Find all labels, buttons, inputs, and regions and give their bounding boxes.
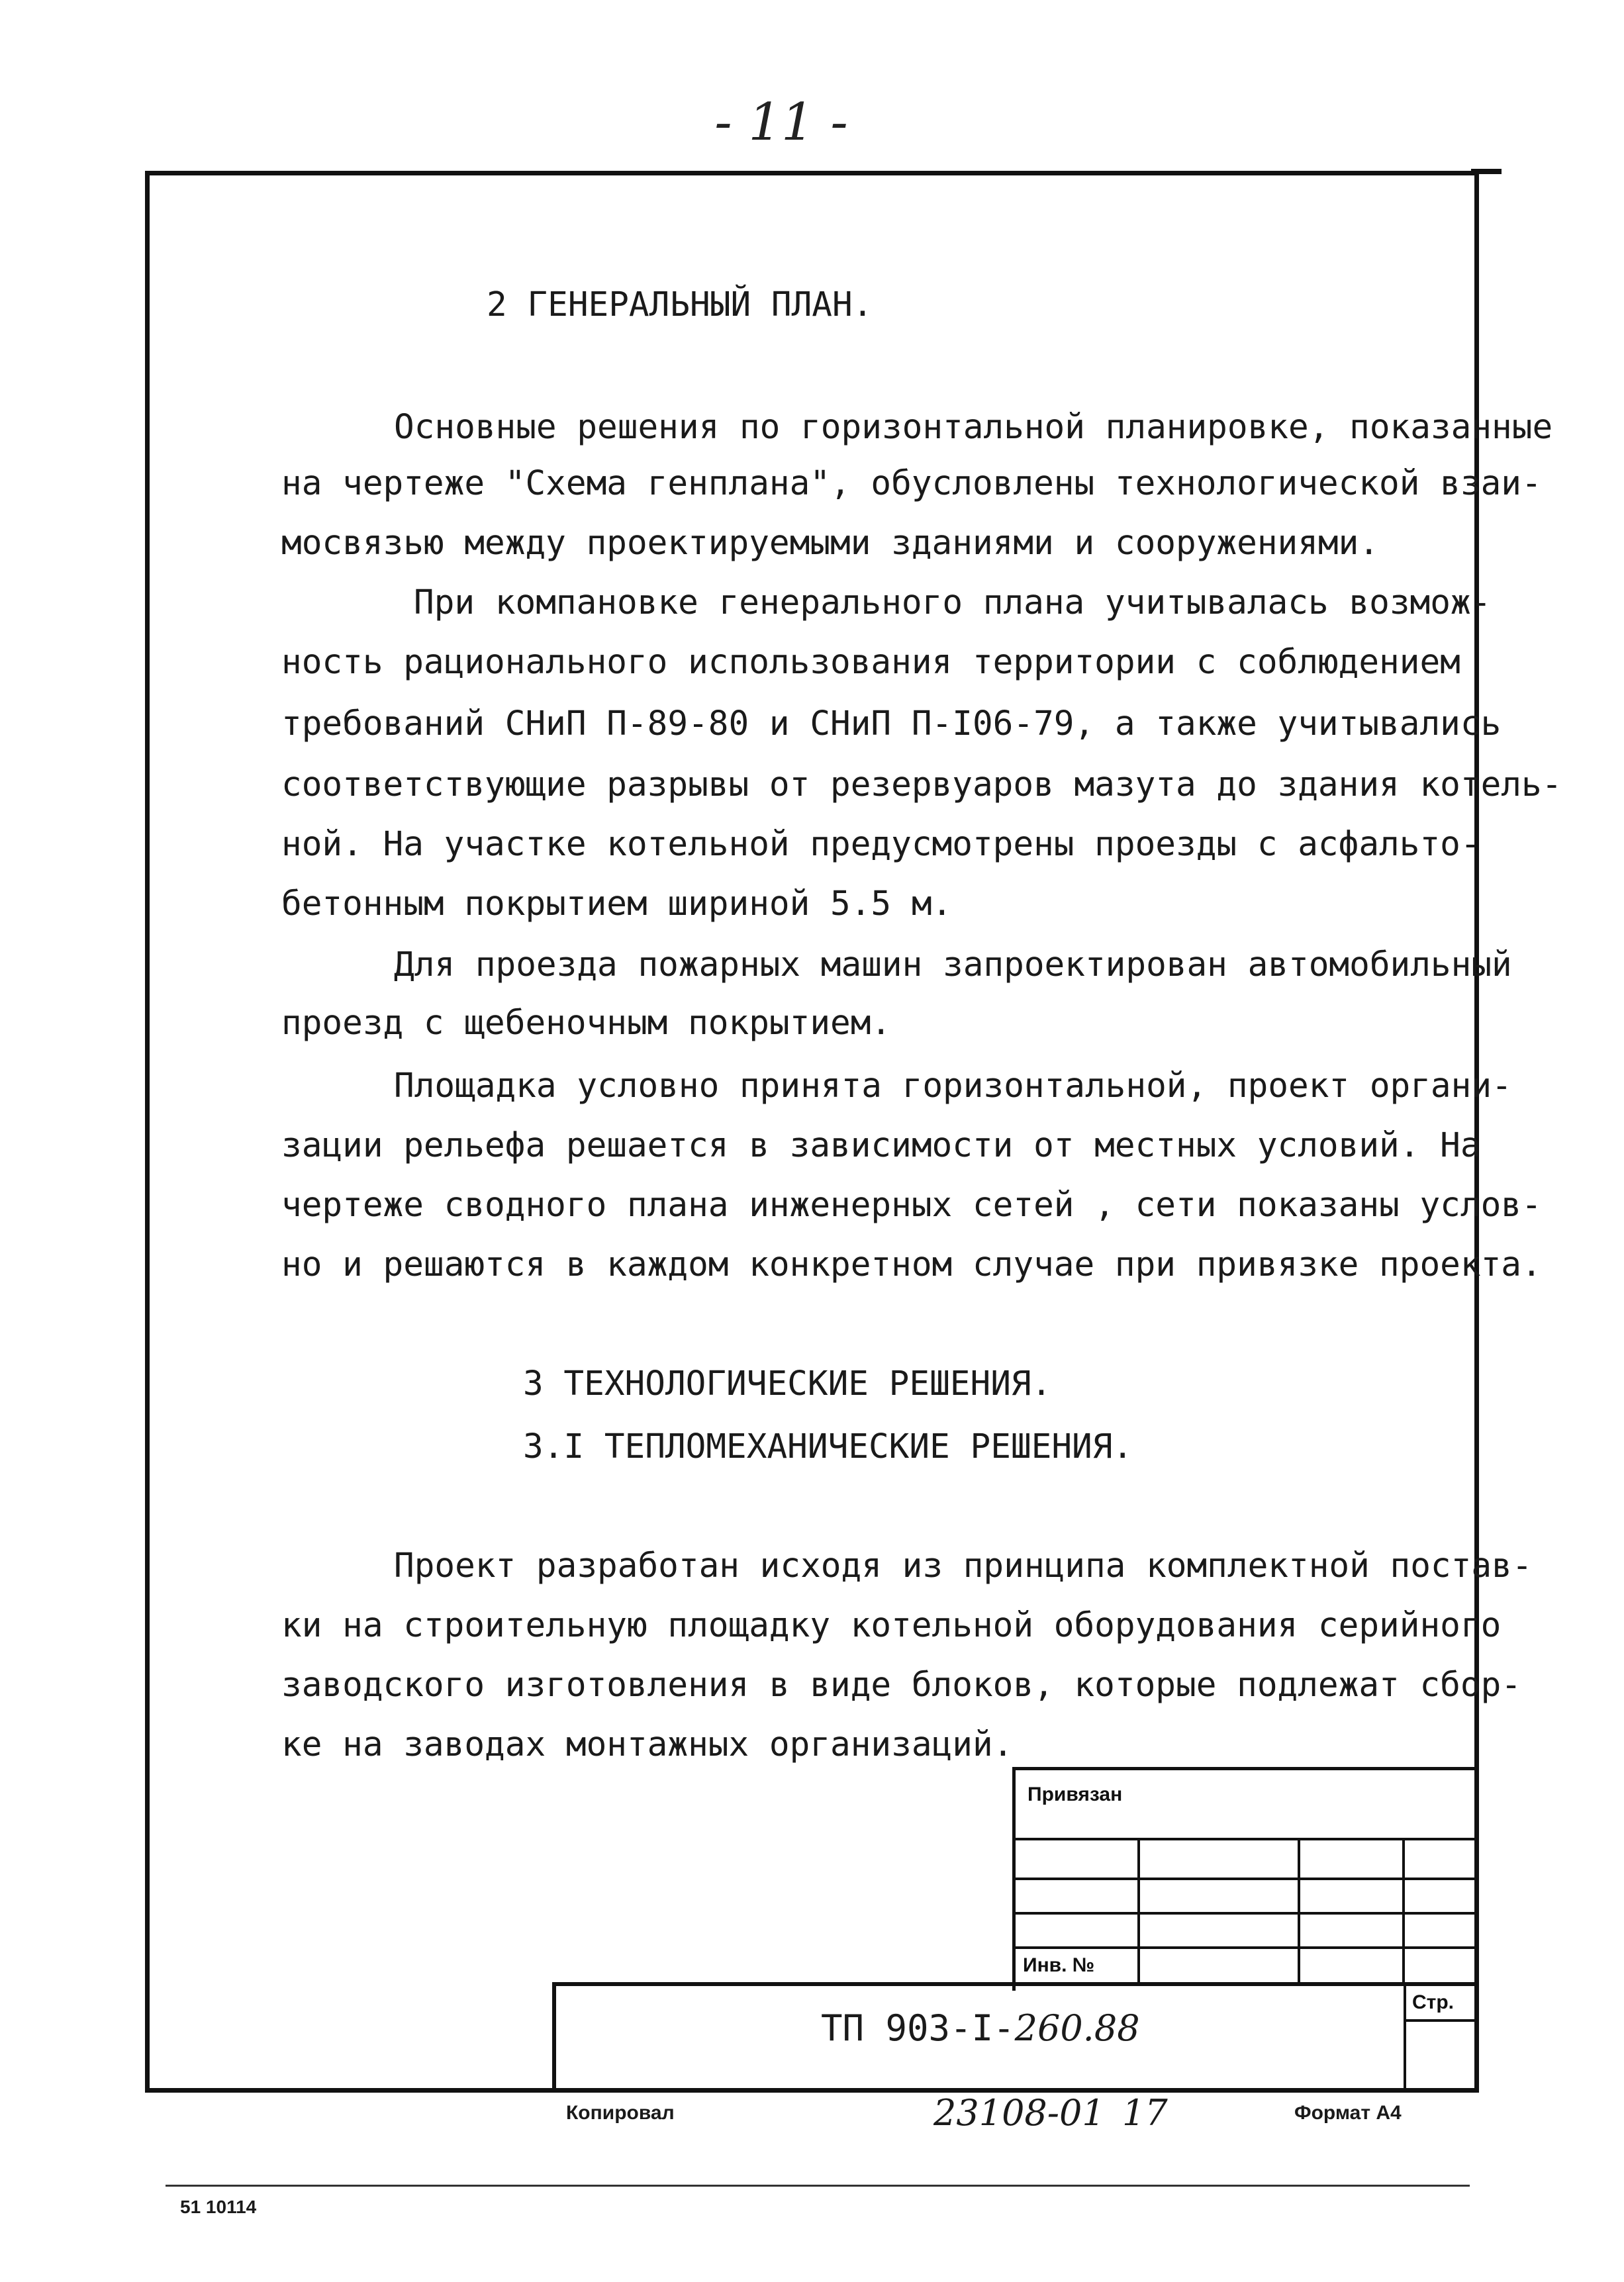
- footer-format-label: Формат А4: [1294, 2102, 1402, 2124]
- text-line: ке на заводах монтажных организаций.: [281, 1725, 1014, 1764]
- stamp-page-label: Стр.: [1412, 1991, 1455, 2013]
- text-line: требований СНиП П-89-80 и СНиП П-I06-79, а также учитывались: [281, 704, 1502, 743]
- text-line: бетонным покрытием шириной 5.5 м.: [281, 884, 953, 924]
- stamp-rule: [1012, 1912, 1479, 1915]
- stamp-rule: [1405, 2019, 1476, 2022]
- text-line: Проект разработан исходя из принципа комплектной постав-: [394, 1546, 1533, 1586]
- footer-copied-label: Копировал: [566, 2102, 675, 2124]
- text-line: но и решаются в каждом конкретном случае при привязке проекта.: [281, 1245, 1542, 1284]
- stamp-code-prefix: ТП 903-I-: [821, 2007, 1015, 2049]
- stamp-inv-label: Инв. №: [1023, 1954, 1095, 1976]
- footer-sheet-number: 17: [1122, 2092, 1168, 2134]
- stamp-divider: [1298, 1839, 1300, 1983]
- text-line: соответствующие разрывы от резервуаров мазута до здания котель-: [281, 765, 1562, 804]
- text-line: на чертеже "Схема генплана", обусловлены технологической взаи-: [281, 464, 1542, 503]
- text-line: ной. На участке котельной предусмотрены проезды с асфальто-: [281, 825, 1481, 864]
- text-line: заводского изготовления в виде блоков, которые подлежат сбор-: [281, 1666, 1521, 1705]
- section-heading-thermo: 3.I ТЕПЛОМЕХАНИЧЕСКИЕ РЕШЕНИЯ.: [523, 1427, 1133, 1466]
- section-heading-tech: 3 ТЕХНОЛОГИЧЕСКИЕ РЕШЕНИЯ.: [523, 1364, 1052, 1403]
- footer-order-number: 23108-01: [933, 2092, 1105, 2134]
- text-line: проезд с щебеночным покрытием.: [281, 1004, 892, 1043]
- section-heading-general-plan: 2 ГЕНЕРАЛЬНЫЙ ПЛАН.: [487, 285, 873, 324]
- page-number: - 11 -: [714, 93, 848, 152]
- stamp-privyazan-label: Привязан: [1027, 1783, 1123, 1805]
- text-line: Для проезда пожарных машин запроектирован автомобильный: [394, 945, 1512, 984]
- text-line: ки на строительную площадку котельной оборудования серийного: [281, 1606, 1502, 1645]
- text-line: Площадка условно принята горизонтальной, проект органи-: [394, 1067, 1512, 1106]
- text-line: При компановке генерального плана учитывалась возмож-: [414, 583, 1492, 622]
- stamp-document-code: [821, 2007, 1140, 2049]
- stamp-divider: [1402, 1839, 1405, 1983]
- text-line: зации рельефа решается в зависимости от местных условий. На: [281, 1126, 1481, 1165]
- stamp-divider: [1404, 1984, 1406, 2090]
- text-line: чертеже сводного плана инженерных сетей , сети показаны услов-: [281, 1186, 1542, 1225]
- form-code: 51 10114: [180, 2197, 257, 2217]
- text-line: Основные решения по горизонтальной планировке, показанные: [394, 408, 1553, 447]
- bottom-rule: [166, 2185, 1470, 2187]
- stamp-rule: [1012, 1838, 1479, 1840]
- text-line: мосвязью между проектируемыми зданиями и сооружениями.: [281, 524, 1380, 563]
- stamp-rule: [1012, 1878, 1479, 1880]
- stamp-code-suffix: 260.88: [1014, 2007, 1140, 2049]
- stamp-rule: [1012, 1946, 1479, 1949]
- stamp-divider: [1137, 1839, 1140, 1983]
- text-line: ность рационального использования территории с соблюдением: [281, 643, 1460, 682]
